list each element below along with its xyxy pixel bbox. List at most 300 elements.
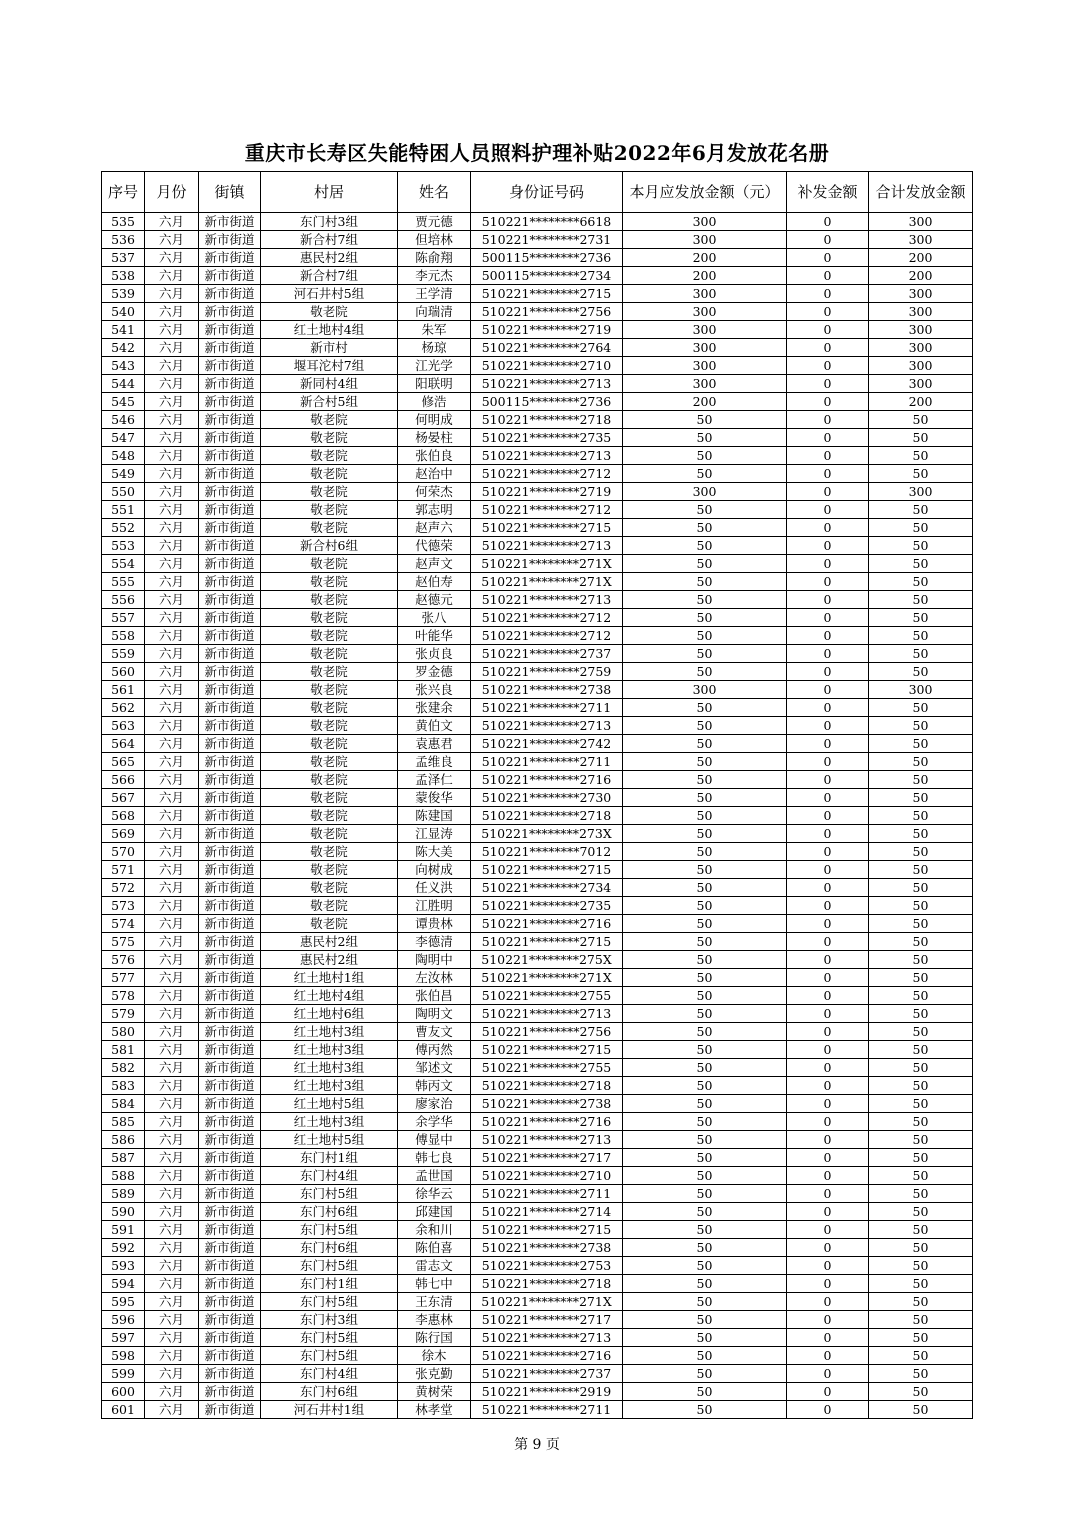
cell-total-amount: 200 [869,249,973,267]
cell-total-amount: 50 [869,537,973,555]
table-row [102,1383,973,1401]
cell-id-number: 510221********2738 [471,1239,623,1257]
cell-month: 六月 [145,267,199,285]
cell-monthly-amount: 50 [623,969,787,987]
cell-street: 新市街道 [199,915,261,933]
cell-name: 修浩 [398,393,471,411]
cell-reissue-amount: 0 [787,249,869,267]
cell-street: 新市街道 [199,663,261,681]
cell-reissue-amount: 0 [787,1257,869,1275]
cell-reissue-amount: 0 [787,609,869,627]
cell-monthly-amount: 50 [623,1383,787,1401]
cell-total-amount: 50 [869,861,973,879]
cell-reissue-amount: 0 [787,1023,869,1041]
cell-month: 六月 [145,393,199,411]
table-row [102,807,973,825]
cell-monthly-amount: 50 [623,1077,787,1095]
cell-name: 陈俞翔 [398,249,471,267]
cell-id-number: 510221********2713 [471,447,623,465]
cell-village: 东门村1组 [261,1149,398,1167]
cell-name: 李元杰 [398,267,471,285]
cell-seq: 550 [102,483,145,501]
cell-seq: 594 [102,1275,145,1293]
cell-seq: 537 [102,249,145,267]
cell-month: 六月 [145,411,199,429]
cell-street: 新市街道 [199,1077,261,1095]
cell-name: 罗金德 [398,663,471,681]
table-row [102,861,973,879]
cell-village: 东门村5组 [261,1347,398,1365]
cell-street: 新市街道 [199,231,261,249]
cell-village: 敬老院 [261,573,398,591]
table-row [102,375,973,393]
cell-monthly-amount: 200 [623,393,787,411]
cell-id-number: 510221********6618 [471,213,623,231]
cell-street: 新市街道 [199,1005,261,1023]
cell-month: 六月 [145,1059,199,1077]
cell-month: 六月 [145,951,199,969]
cell-monthly-amount: 50 [623,717,787,735]
cell-month: 六月 [145,1221,199,1239]
cell-total-amount: 50 [869,411,973,429]
table-row [102,825,973,843]
cell-village: 敬老院 [261,501,398,519]
cell-month: 六月 [145,1257,199,1275]
table-row [102,501,973,519]
table-row [102,429,973,447]
cell-street: 新市街道 [199,843,261,861]
cell-total-amount: 50 [869,627,973,645]
cell-reissue-amount: 0 [787,1383,869,1401]
cell-month: 六月 [145,321,199,339]
cell-street: 新市街道 [199,573,261,591]
cell-street: 新市街道 [199,825,261,843]
cell-village: 敬老院 [261,771,398,789]
cell-monthly-amount: 50 [623,933,787,951]
cell-seq: 563 [102,717,145,735]
cell-id-number: 510221********2738 [471,681,623,699]
header-name: 姓名 [398,172,471,213]
cell-reissue-amount: 0 [787,537,869,555]
cell-total-amount: 50 [869,519,973,537]
cell-name: 韩丙文 [398,1077,471,1095]
cell-total-amount: 50 [869,1023,973,1041]
cell-monthly-amount: 50 [623,1401,787,1419]
cell-id-number: 510221********2737 [471,1365,623,1383]
cell-street: 新市街道 [199,879,261,897]
cell-reissue-amount: 0 [787,1365,869,1383]
cell-monthly-amount: 50 [623,1329,787,1347]
cell-name: 余和川 [398,1221,471,1239]
cell-name: 廖家治 [398,1095,471,1113]
header-month: 月份 [145,172,199,213]
cell-village: 敬老院 [261,663,398,681]
cell-total-amount: 300 [869,285,973,303]
cell-village: 新市村 [261,339,398,357]
cell-village: 东门村3组 [261,1311,398,1329]
cell-reissue-amount: 0 [787,969,869,987]
cell-village: 敬老院 [261,465,398,483]
cell-village: 惠民村2组 [261,951,398,969]
cell-reissue-amount: 0 [787,735,869,753]
table-row [102,519,973,537]
cell-monthly-amount: 50 [623,447,787,465]
cell-reissue-amount: 0 [787,321,869,339]
cell-month: 六月 [145,789,199,807]
cell-name: 陈行国 [398,1329,471,1347]
cell-reissue-amount: 0 [787,465,869,483]
cell-name: 王学清 [398,285,471,303]
cell-street: 新市街道 [199,699,261,717]
cell-total-amount: 50 [869,465,973,483]
cell-village: 敬老院 [261,915,398,933]
cell-name: 韩七良 [398,1149,471,1167]
cell-reissue-amount: 0 [787,285,869,303]
cell-street: 新市街道 [199,1149,261,1167]
cell-name: 陈建国 [398,807,471,825]
cell-street: 新市街道 [199,807,261,825]
cell-seq: 558 [102,627,145,645]
cell-seq: 583 [102,1077,145,1095]
cell-seq: 589 [102,1185,145,1203]
cell-village: 敬老院 [261,411,398,429]
cell-total-amount: 50 [869,1365,973,1383]
cell-seq: 553 [102,537,145,555]
cell-monthly-amount: 50 [623,609,787,627]
cell-seq: 566 [102,771,145,789]
table-row [102,843,973,861]
table-row [102,987,973,1005]
cell-seq: 575 [102,933,145,951]
cell-name: 陈大美 [398,843,471,861]
cell-street: 新市街道 [199,609,261,627]
cell-seq: 539 [102,285,145,303]
cell-village: 东门村6组 [261,1203,398,1221]
cell-seq: 577 [102,969,145,987]
table-row [102,591,973,609]
cell-month: 六月 [145,1275,199,1293]
table-row [102,1041,973,1059]
table-row [102,393,973,411]
cell-street: 新市街道 [199,933,261,951]
table-row [102,357,973,375]
cell-id-number: 510221********2756 [471,303,623,321]
table-row [102,1239,973,1257]
cell-street: 新市街道 [199,1131,261,1149]
cell-id-number: 510221********2755 [471,1059,623,1077]
cell-seq: 551 [102,501,145,519]
cell-seq: 548 [102,447,145,465]
table-row [102,1113,973,1131]
cell-month: 六月 [145,339,199,357]
cell-name: 赵伯寿 [398,573,471,591]
table-row [102,753,973,771]
cell-name: 徐木 [398,1347,471,1365]
table-row [102,321,973,339]
cell-month: 六月 [145,843,199,861]
table-row [102,789,973,807]
cell-monthly-amount: 300 [623,285,787,303]
cell-total-amount: 50 [869,1059,973,1077]
cell-month: 六月 [145,1383,199,1401]
cell-reissue-amount: 0 [787,1095,869,1113]
cell-id-number: 510221********2715 [471,285,623,303]
cell-reissue-amount: 0 [787,1131,869,1149]
cell-month: 六月 [145,1131,199,1149]
cell-monthly-amount: 50 [623,1005,787,1023]
cell-reissue-amount: 0 [787,1221,869,1239]
table-row [102,1005,973,1023]
cell-id-number: 510221********2717 [471,1149,623,1167]
cell-village: 东门村5组 [261,1221,398,1239]
cell-village: 红土地村3组 [261,1077,398,1095]
cell-street: 新市街道 [199,501,261,519]
cell-monthly-amount: 50 [623,555,787,573]
cell-street: 新市街道 [199,1239,261,1257]
cell-total-amount: 50 [869,645,973,663]
cell-reissue-amount: 0 [787,771,869,789]
cell-reissue-amount: 0 [787,357,869,375]
cell-monthly-amount: 50 [623,1365,787,1383]
table-row [102,231,973,249]
cell-reissue-amount: 0 [787,825,869,843]
cell-month: 六月 [145,1347,199,1365]
cell-month: 六月 [145,825,199,843]
cell-total-amount: 50 [869,771,973,789]
cell-street: 新市街道 [199,897,261,915]
table-row [102,1131,973,1149]
cell-id-number: 510221********2919 [471,1383,623,1401]
cell-village: 红土地村5组 [261,1131,398,1149]
cell-seq: 557 [102,609,145,627]
cell-name: 傅丙然 [398,1041,471,1059]
cell-reissue-amount: 0 [787,1239,869,1257]
cell-total-amount: 50 [869,1167,973,1185]
cell-street: 新市街道 [199,267,261,285]
table-row [102,411,973,429]
cell-month: 六月 [145,1077,199,1095]
cell-id-number: 500115********2736 [471,393,623,411]
cell-month: 六月 [145,1203,199,1221]
cell-reissue-amount: 0 [787,681,869,699]
table-row [102,1185,973,1203]
cell-village: 敬老院 [261,303,398,321]
header-village: 村居 [261,172,398,213]
cell-total-amount: 50 [869,1239,973,1257]
cell-total-amount: 50 [869,789,973,807]
cell-seq: 585 [102,1113,145,1131]
cell-monthly-amount: 50 [623,1041,787,1059]
cell-street: 新市街道 [199,519,261,537]
cell-id-number: 510221********2714 [471,1203,623,1221]
cell-reissue-amount: 0 [787,663,869,681]
cell-name: 代德荣 [398,537,471,555]
cell-seq: 593 [102,1257,145,1275]
cell-id-number: 510221********273X [471,825,623,843]
cell-reissue-amount: 0 [787,591,869,609]
cell-total-amount: 50 [869,915,973,933]
cell-street: 新市街道 [199,1293,261,1311]
cell-monthly-amount: 50 [623,537,787,555]
cell-name: 江显涛 [398,825,471,843]
cell-street: 新市街道 [199,1365,261,1383]
cell-total-amount: 300 [869,681,973,699]
table-row [102,303,973,321]
cell-monthly-amount: 50 [623,843,787,861]
cell-month: 六月 [145,231,199,249]
cell-seq: 601 [102,1401,145,1419]
cell-month: 六月 [145,915,199,933]
cell-total-amount: 50 [869,753,973,771]
cell-village: 敬老院 [261,879,398,897]
cell-reissue-amount: 0 [787,1401,869,1419]
cell-total-amount: 50 [869,1293,973,1311]
cell-monthly-amount: 50 [623,1149,787,1167]
cell-monthly-amount: 300 [623,483,787,501]
cell-total-amount: 50 [869,609,973,627]
cell-street: 新市街道 [199,1275,261,1293]
cell-name: 张贞良 [398,645,471,663]
cell-reissue-amount: 0 [787,789,869,807]
cell-village: 红土地村6组 [261,1005,398,1023]
cell-month: 六月 [145,1329,199,1347]
cell-monthly-amount: 50 [623,1221,787,1239]
cell-seq: 590 [102,1203,145,1221]
cell-monthly-amount: 300 [623,303,787,321]
table-row [102,1257,973,1275]
cell-seq: 555 [102,573,145,591]
cell-reissue-amount: 0 [787,1149,869,1167]
cell-seq: 535 [102,213,145,231]
cell-street: 新市街道 [199,357,261,375]
cell-seq: 543 [102,357,145,375]
cell-month: 六月 [145,1095,199,1113]
cell-month: 六月 [145,1293,199,1311]
cell-id-number: 510221********2711 [471,1401,623,1419]
cell-id-number: 510221********2715 [471,1041,623,1059]
cell-monthly-amount: 50 [623,1095,787,1113]
cell-name: 林孝堂 [398,1401,471,1419]
cell-name: 谭贵林 [398,915,471,933]
cell-seq: 540 [102,303,145,321]
cell-name: 任义洪 [398,879,471,897]
cell-month: 六月 [145,357,199,375]
cell-monthly-amount: 50 [623,519,787,537]
cell-id-number: 510221********271X [471,555,623,573]
cell-id-number: 510221********2712 [471,465,623,483]
cell-street: 新市街道 [199,1383,261,1401]
cell-seq: 536 [102,231,145,249]
cell-reissue-amount: 0 [787,1005,869,1023]
cell-name: 陈伯喜 [398,1239,471,1257]
cell-id-number: 510221********2712 [471,501,623,519]
cell-id-number: 510221********271X [471,573,623,591]
cell-id-number: 510221********2716 [471,1113,623,1131]
cell-seq: 596 [102,1311,145,1329]
table-row [102,1167,973,1185]
table-row [102,1311,973,1329]
cell-village: 东门村4组 [261,1365,398,1383]
cell-month: 六月 [145,1149,199,1167]
cell-total-amount: 50 [869,501,973,519]
cell-name: 曹友文 [398,1023,471,1041]
cell-street: 新市街道 [199,753,261,771]
cell-reissue-amount: 0 [787,213,869,231]
cell-total-amount: 50 [869,807,973,825]
cell-reissue-amount: 0 [787,1293,869,1311]
cell-village: 新合村7组 [261,231,398,249]
cell-monthly-amount: 50 [623,699,787,717]
cell-reissue-amount: 0 [787,915,869,933]
cell-name: 贾元德 [398,213,471,231]
cell-monthly-amount: 50 [623,861,787,879]
cell-name: 张八 [398,609,471,627]
cell-name: 何明成 [398,411,471,429]
cell-id-number: 510221********2710 [471,1167,623,1185]
cell-name: 李惠林 [398,1311,471,1329]
cell-seq: 542 [102,339,145,357]
cell-monthly-amount: 50 [623,429,787,447]
table-row [102,771,973,789]
cell-id-number: 510221********2711 [471,1185,623,1203]
cell-total-amount: 300 [869,231,973,249]
cell-month: 六月 [145,591,199,609]
cell-total-amount: 50 [869,1131,973,1149]
cell-total-amount: 50 [869,987,973,1005]
cell-total-amount: 50 [869,897,973,915]
cell-month: 六月 [145,1005,199,1023]
cell-monthly-amount: 50 [623,825,787,843]
cell-street: 新市街道 [199,789,261,807]
cell-village: 红土地村5组 [261,1095,398,1113]
page-number: 第 9 页 [514,1437,560,1453]
cell-month: 六月 [145,519,199,537]
cell-seq: 581 [102,1041,145,1059]
cell-street: 新市街道 [199,861,261,879]
cell-village: 惠民村2组 [261,933,398,951]
cell-street: 新市街道 [199,483,261,501]
cell-seq: 582 [102,1059,145,1077]
cell-monthly-amount: 50 [623,1293,787,1311]
cell-reissue-amount: 0 [787,645,869,663]
cell-month: 六月 [145,699,199,717]
cell-name: 张兴良 [398,681,471,699]
cell-month: 六月 [145,1167,199,1185]
cell-seq: 560 [102,663,145,681]
cell-total-amount: 50 [869,1149,973,1167]
cell-monthly-amount: 50 [623,753,787,771]
header-monthly-amount: 本月应发放金额（元） [623,172,787,213]
cell-street: 新市街道 [199,555,261,573]
table-row [102,663,973,681]
cell-reissue-amount: 0 [787,843,869,861]
cell-total-amount: 50 [869,663,973,681]
cell-month: 六月 [145,465,199,483]
cell-reissue-amount: 0 [787,879,869,897]
cell-id-number: 510221********275X [471,951,623,969]
cell-name: 袁惠君 [398,735,471,753]
cell-id-number: 510221********2712 [471,609,623,627]
cell-id-number: 510221********2718 [471,1077,623,1095]
cell-monthly-amount: 300 [623,213,787,231]
cell-village: 东门村1组 [261,1275,398,1293]
cell-reissue-amount: 0 [787,987,869,1005]
cell-monthly-amount: 50 [623,1023,787,1041]
table-row [102,1365,973,1383]
cell-seq: 556 [102,591,145,609]
cell-village: 红土地村3组 [261,1023,398,1041]
cell-reissue-amount: 0 [787,753,869,771]
